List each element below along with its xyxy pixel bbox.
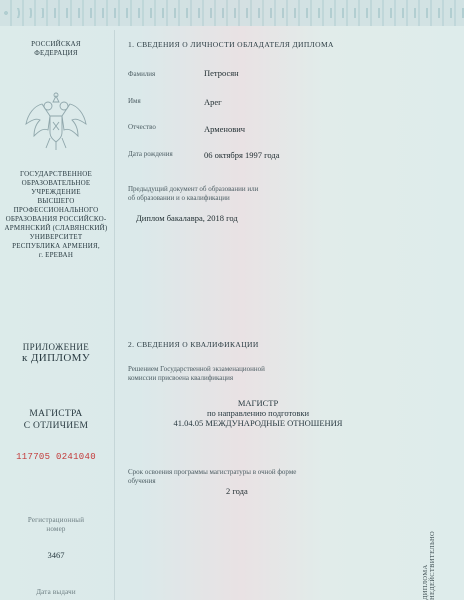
coat-of-arms-icon — [20, 90, 92, 152]
previous-document-value: Диплом бакалавра, 2018 год — [136, 213, 238, 223]
side-vertical-text: ДИПЛОМА НЕДЕЙСТВИТЕЛЬНО — [422, 531, 436, 600]
institution-line: ГОСУДАРСТВЕННОЕ — [20, 170, 92, 178]
degree-title — [0, 408, 112, 432]
degree-line-1: МАГИСТРА — [29, 409, 83, 419]
institution-line: АРМЯНСКИЙ (СЛАВЯНСКИЙ) — [4, 224, 108, 232]
section1-title: 1. СВЕДЕНИЯ О ЛИЧНОСТИ ОБЛАДАТЕЛЯ ДИПЛОМА — [128, 40, 334, 49]
institution-line: ОБРАЗОВАНИЯ РОССИЙСКО- — [5, 215, 107, 223]
qualification-direction: 41.04.05 МЕЖДУНАРОДНЫЕ ОТНОШЕНИЯ — [173, 418, 343, 428]
institution-line: РЕСПУБЛИКА АРМЕНИЯ, — [12, 242, 100, 250]
institution-name — [0, 170, 112, 260]
decision-label-line: Решением Государственной экзаменационной — [128, 365, 265, 373]
institution-line: ВЫСШЕГО ПРОФЕССИОНАЛЬНОГО — [13, 197, 99, 214]
qualification-direction-label: по направлению подготовки — [206, 408, 310, 418]
registration-number: 3467 — [47, 550, 65, 560]
study-term-label-line: Срок освоения программы магистратуры в очной форме — [128, 468, 297, 476]
qualification-block — [128, 398, 388, 428]
surname-value: Петросян — [204, 68, 239, 78]
study-term-value: 2 года — [226, 486, 248, 496]
qualification-title: МАГИСТР — [237, 398, 279, 408]
section2-title: 2. СВЕДЕНИЯ О КВАЛИФИКАЦИИ — [128, 340, 259, 349]
study-term-label — [128, 468, 296, 486]
name-label: Имя — [128, 97, 141, 105]
previous-document-label-line: Предыдущий документ об образовании или — [128, 185, 259, 193]
appendix-line-2: к ДИПЛОМУ — [21, 352, 91, 364]
institution-line: УНИВЕРСИТЕТ — [29, 233, 83, 241]
decision-label — [128, 365, 265, 383]
serial-number: 117705 0241040 — [16, 452, 96, 462]
decision-label-line: комиссии присвоена квалификация — [128, 374, 234, 382]
appendix-title — [0, 342, 112, 364]
dob-value: 06 октября 1997 года — [204, 150, 280, 160]
country-name — [0, 40, 112, 58]
left-column — [0, 30, 112, 600]
registration-label-line: номер — [46, 525, 66, 533]
appendix-line-1: ПРИЛОЖЕНИЕ — [22, 342, 90, 352]
country-line-1: РОССИЙСКАЯ — [31, 40, 81, 48]
surname-label: Фамилия — [128, 70, 156, 78]
previous-document-label — [128, 185, 258, 203]
patronymic-value: Арменович — [204, 124, 246, 134]
column-divider — [114, 30, 115, 600]
country-line-2: ФЕДЕРАЦИЯ — [34, 49, 78, 57]
institution-line: г. ЕРЕВАН — [38, 251, 74, 259]
degree-line-2: С ОТЛИЧИЕМ — [23, 421, 89, 431]
institution-line: ОБРАЗОВАТЕЛЬНОЕ УЧРЕЖДЕНИЕ — [21, 179, 91, 196]
name-value: Арег — [204, 97, 222, 107]
patronymic-label: Отчество — [128, 123, 156, 131]
decorative-top-border — [0, 0, 464, 26]
dob-label: Дата рождения — [128, 150, 173, 158]
study-term-label-line: обучения — [128, 477, 156, 485]
issue-date-label: Дата выдачи — [36, 588, 76, 596]
registration-label-line: Регистрационный — [27, 516, 85, 524]
registration-label — [0, 516, 112, 534]
previous-document-label-line: об образовании и о квалификации — [128, 194, 230, 202]
